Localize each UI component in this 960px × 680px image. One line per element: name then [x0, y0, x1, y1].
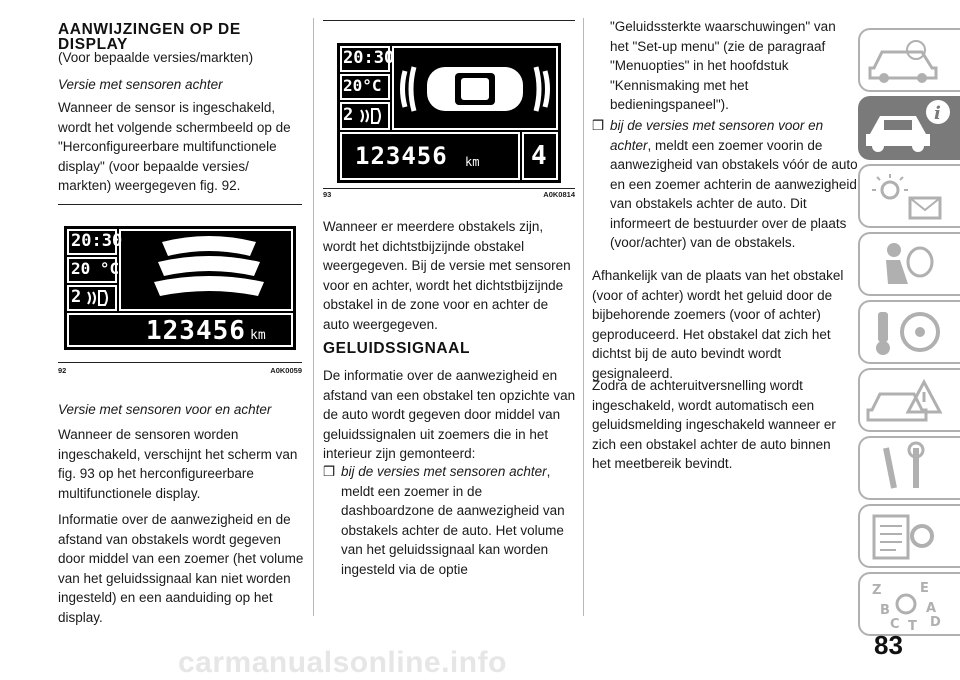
version-rear-heading: Versie met sensoren achter	[58, 77, 223, 92]
parking-sensor-icon	[359, 107, 383, 125]
index-letter-b: B	[880, 603, 890, 618]
lcd-time: 20:30	[71, 231, 123, 251]
bullet-text: , meldt een zoemer in de dashboardzone de aanwezigheid van obstakels achter de auto. Het volume van het geluidssignaal kan worden ingesteld via de optie	[341, 464, 565, 577]
tab-warnings[interactable]	[858, 28, 960, 92]
tab-emergency[interactable]	[858, 368, 960, 432]
tab-safety[interactable]	[858, 232, 960, 296]
figure-number: 93	[323, 190, 332, 199]
index-letter-c: C	[890, 617, 900, 632]
bullet-italic: bij de versies met sensoren achter	[341, 464, 547, 479]
figure-code: A0K0059	[270, 366, 302, 375]
lcd-display-front-rear	[337, 43, 561, 183]
specs-gear-icon	[860, 506, 960, 566]
lcd-trip: 4	[531, 141, 547, 171]
bullet-marker: ❒	[592, 118, 605, 133]
paragraph: Zodra de achteruitversnelling wordt ingeschakeld, wordt automatisch een geluidsmelding ingeschakeld wanneer er zich een obstakel achter de auto binnen het meetbereik bevindt.	[592, 378, 836, 471]
figure-93	[323, 20, 575, 200]
figure-number: 92	[58, 366, 67, 375]
lcd-odometer: 123456	[146, 316, 246, 346]
car-crash-icon	[860, 370, 960, 430]
bullet-marker: ❒	[323, 464, 336, 479]
key-steering-icon	[860, 302, 960, 362]
index-letter-z: Z	[872, 583, 882, 598]
parking-sensor-icon	[86, 289, 110, 307]
tools-icon	[860, 438, 960, 498]
tab-index[interactable]	[858, 572, 960, 636]
bullet-italic: bij de versies met sensoren voor en achter	[610, 118, 824, 153]
paragraph: De informatie over de aanwezigheid en afstand van een obstakel ten opzichte van de auto wordt gegeven door middel van geluidssignalen uit zoemers die in het interieur zijn gemonteerd:	[323, 368, 576, 461]
figure-code: A0K0814	[543, 190, 575, 199]
tab-starting-driving[interactable]	[858, 300, 960, 364]
bullet-item	[323, 462, 575, 579]
page-number: 83	[874, 630, 903, 660]
lcd-display-rear	[64, 226, 296, 350]
airbag-seat-icon	[860, 234, 960, 294]
lcd-time: 20:30	[343, 48, 395, 68]
lcd-temperature: 20°C	[343, 76, 382, 95]
paragraph: Wanneer er meerdere obstakels zijn, wordt het dichtstbijzijnde obstakel weergegeven. Bij de versie met sensoren voor en achter, wordt het dichtstbijzijnde obstakel in de zone voor en achter de auto weergegeven.	[323, 219, 571, 332]
column-divider	[313, 18, 314, 616]
lcd-unit: km	[465, 155, 480, 169]
version-front-rear-heading: Versie met sensoren voor en achter	[58, 402, 272, 417]
tab-getting-to-know-car[interactable]	[858, 96, 960, 160]
index-letter-e: E	[920, 581, 929, 596]
car-top-view-sensors	[397, 53, 553, 125]
lcd-unit: km	[250, 328, 266, 343]
car-warning-icon	[860, 30, 960, 90]
tab-technical-specs[interactable]	[858, 504, 960, 568]
paragraph: Wanneer de sensor is ingeschakeld, wordt het volgende schermbeeld op de "Herconfigureerbare multifunctionele display" (voor bepaalde versies/ markten) weergegeven fig. 92.	[58, 100, 291, 193]
index-letter-t: T	[908, 619, 917, 634]
dashboard-lights-icon	[860, 166, 960, 226]
lcd-gear: 2	[71, 287, 82, 307]
paragraph: Informatie over de aanwezigheid en de afstand van obstakels wordt gegeven door middel van een zoemer (het volume van het geluidssignaal kan niet worden ingesteld) en een aanduiding op het display.	[58, 512, 304, 625]
index-letter-a: A	[926, 601, 937, 616]
tab-lights[interactable]	[858, 164, 960, 228]
car-info-icon	[858, 96, 958, 158]
paragraph: Wanneer de sensoren worden ingeschakeld, verschijnt het scherm van fig. 93 op het herconfigureerbare multifunctionele display.	[58, 427, 298, 501]
paragraph: Afhankelijk van de plaats van het obstakel (voor of achter) wordt het geluid door de bijbehorende zoemers (voor of achter) geproduceerd. Het obstakel dat zich het dichtst bij de auto bevindt wordt gesignaleerd.	[592, 268, 844, 381]
lcd-temperature: 20 °C	[71, 259, 120, 278]
column-divider	[583, 18, 584, 616]
section-heading: GELUIDSSIGNAAL	[323, 340, 471, 357]
watermark: carmanualsonline.info	[178, 646, 507, 679]
svg-text:i: i	[934, 103, 941, 124]
bullet-text: , meldt een zoemer voorin de aanwezigheid van obstakels vóór de auto en een zoemer achterin de aanwezigheid van obstakels achter de auto. Dit informeert de bestuurder over de plaats (voor/achter) van de obstakels.	[610, 137, 858, 250]
bullet-item	[592, 116, 860, 253]
index-letter-d: D	[930, 615, 941, 630]
rear-sensor-arcs	[144, 232, 274, 310]
lcd-gear: 2	[343, 105, 354, 125]
index-letters-icon	[860, 574, 960, 634]
tab-maintenance[interactable]	[858, 436, 960, 500]
paragraph-continued: "Geluidssterkte waarschuwingen" van het "Set-up menu" (zie de paragraaf "Menuopties" in het hoofdstuk "Kennismaking met het bedieningspaneel").	[610, 19, 836, 112]
figure-92	[58, 204, 302, 380]
subtitle: (Voor bepaalde versies/markten)	[58, 50, 254, 65]
section-title: AANWIJZINGEN OP DE DISPLAY	[58, 21, 241, 53]
lcd-odometer: 123456	[355, 142, 448, 170]
